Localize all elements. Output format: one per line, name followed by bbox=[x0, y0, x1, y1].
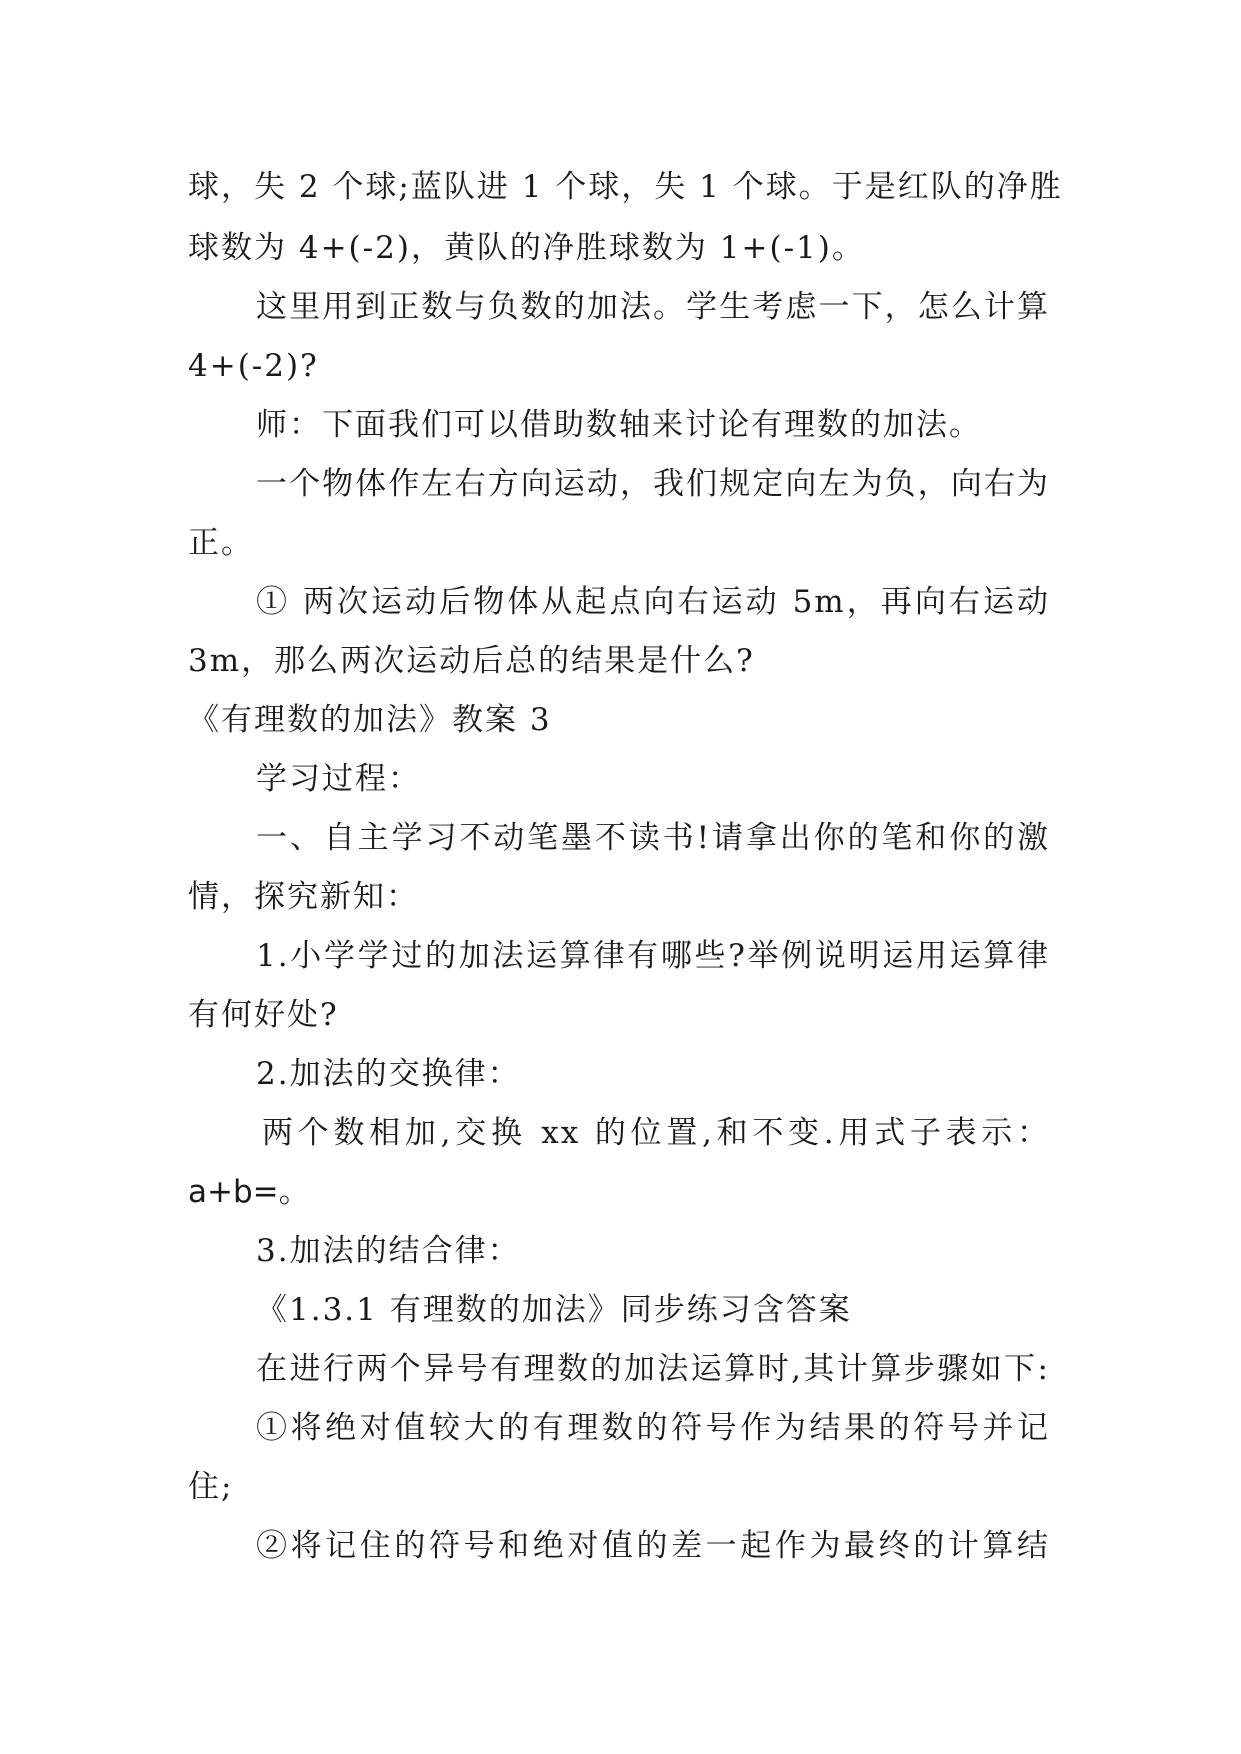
paragraph-line: a+b=。 bbox=[188, 1174, 310, 1210]
paragraph-line: 2.加法的交换律： bbox=[256, 1056, 521, 1092]
paragraph-line: 有何好处? bbox=[188, 997, 339, 1033]
paragraph-line: 正。 bbox=[188, 525, 254, 561]
paragraph-line: 学习过程： bbox=[256, 761, 421, 797]
paragraph-line: 两个数相加,交换 xx 的位置,和不变.用式子表示： bbox=[262, 1115, 1050, 1151]
paragraph-line: 球数为 4+(-2)，黄队的净胜球数为 1+(-1)。 bbox=[188, 230, 865, 266]
paragraph-line: 1.小学学过的加法运算律有哪些?举例说明运用运算律 bbox=[256, 938, 1050, 974]
paragraph-line: 师：下面我们可以借助数轴来讨论有理数的加法。 bbox=[256, 407, 982, 443]
paragraph-line: 在进行两个异号有理数的加法运算时,其计算步骤如下: bbox=[256, 1351, 1050, 1387]
paragraph-line: 这里用到正数与负数的加法。学生考虑一下，怎么计算 bbox=[256, 289, 1050, 325]
paragraph-line: ① 两次运动后物体从起点向右运动 5m，再向右运动 bbox=[256, 584, 1050, 620]
paragraph-line: 一、自主学习不动笔墨不读书!请拿出你的笔和你的激 bbox=[256, 820, 1050, 856]
paragraph-line: 球，失 2 个球;蓝队进 1 个球，失 1 个球。于是红队的净胜 bbox=[188, 169, 1063, 205]
paragraph-line: 一个物体作左右方向运动，我们规定向左为负，向右为 bbox=[256, 466, 1050, 502]
paragraph-line: 4+(-2)? bbox=[188, 348, 319, 384]
paragraph-line: ②将记住的符号和绝对值的差一起作为最终的计算结 bbox=[256, 1528, 1050, 1564]
paragraph-line: 住; bbox=[188, 1469, 234, 1505]
paragraph-line: 3m，那么两次运动后总的结果是什么? bbox=[188, 643, 755, 679]
paragraph-line: 情，探究新知： bbox=[188, 879, 419, 915]
section-heading: 《有理数的加法》教案 3 bbox=[188, 702, 552, 738]
paragraph-line: 3.加法的结合律： bbox=[256, 1233, 521, 1269]
section-heading: 《1.3.1 有理数的加法》同步练习含答案 bbox=[256, 1292, 852, 1328]
paragraph-line: ①将绝对值较大的有理数的符号作为结果的符号并记 bbox=[256, 1410, 1050, 1446]
